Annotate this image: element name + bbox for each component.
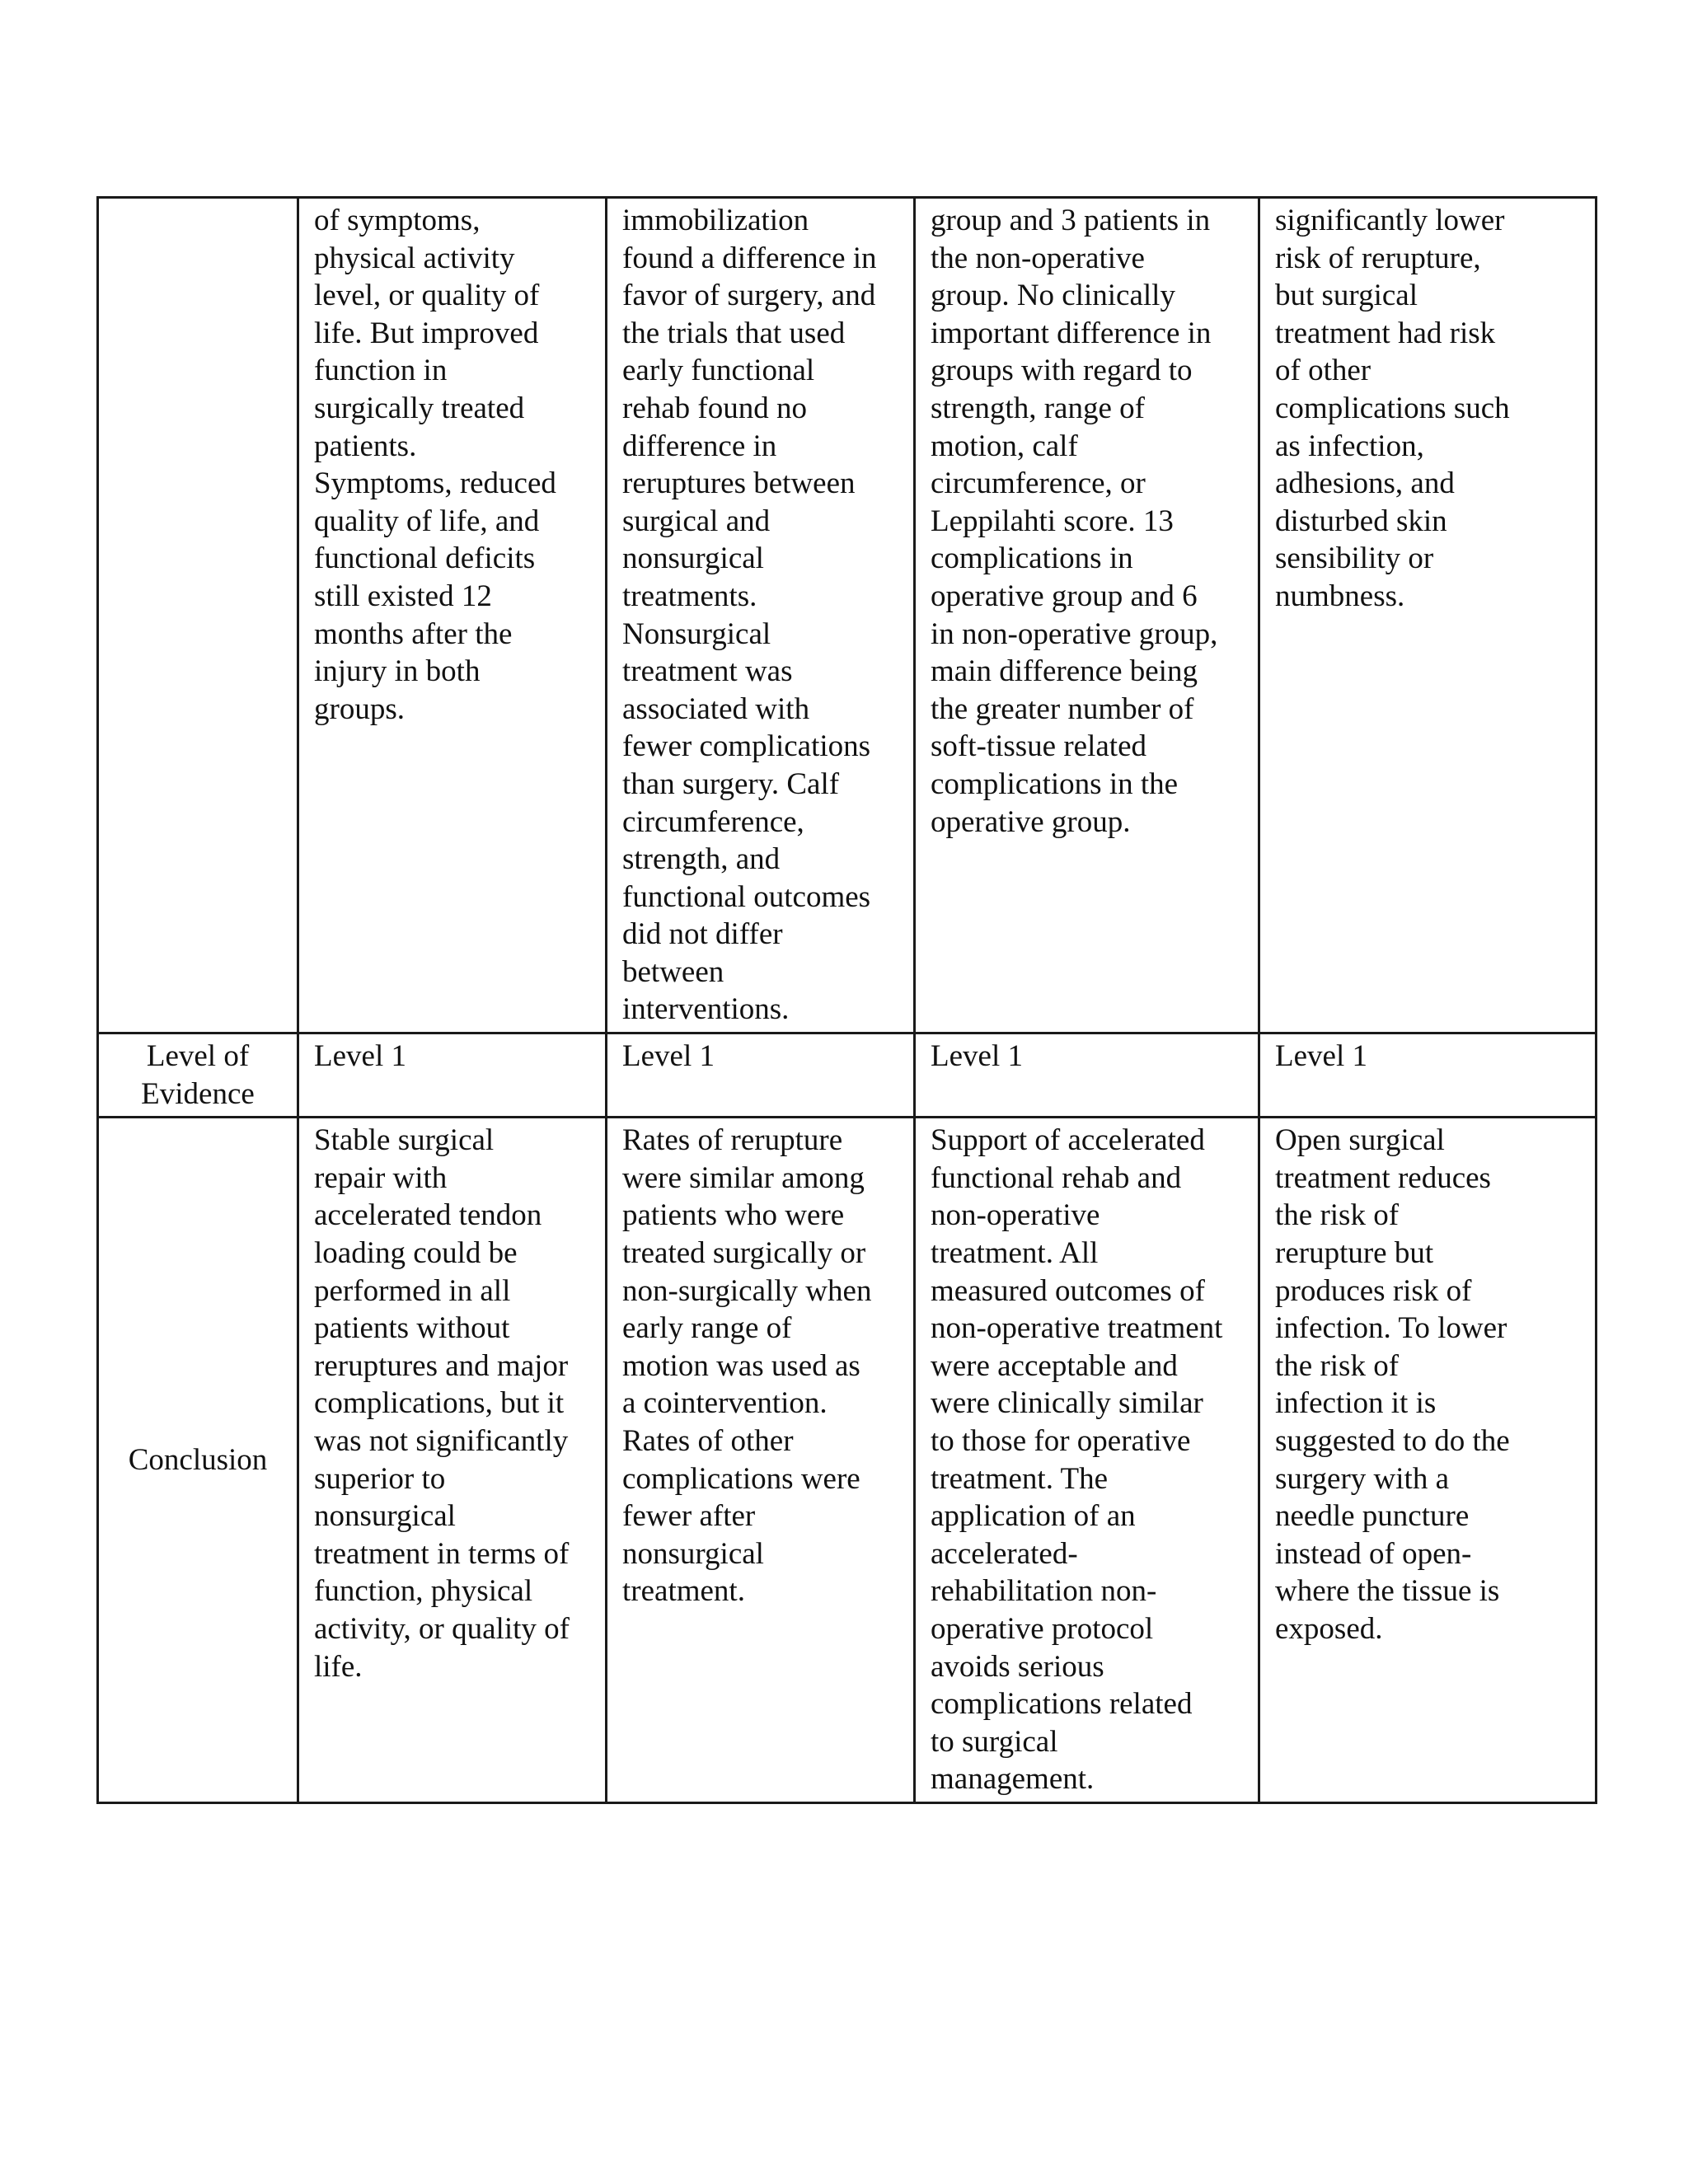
table-cell-study-1: Stable surgical repair with accelerated tendon loading could be performed in all patients without reruptures and major complications, but it was not significantly superior to nonsurgical treatment in terms of function, physical activity, or quality of life. (298, 1118, 607, 1803)
table-row-level-of-evidence (98, 1033, 1597, 1118)
table-row-conclusion (98, 1118, 1597, 1803)
table-cell-study-2: immobilization found a difference in favor of surgery, and the trials that used early functional rehab found no difference in reruptures between surgical and nonsurgical treatments. Nonsurgical treatment was associated with fewer complications than surgery. Calf circumference, strength, and functional outcomes did not differ between interventions. (607, 198, 915, 1033)
comparison-table (96, 196, 1597, 1804)
table-cell-study-2: Level 1 (607, 1033, 915, 1118)
table-row-results (98, 198, 1597, 1033)
table-cell-study-3: group and 3 patients in the non-operative group. No clinically important difference in groups with regard to strength, range of motion, calf circumference, or Leppilahti score. 13 complications in operative group and 6 in non-operative group, main difference being the greater number of soft-tissue related complications in the operative group. (915, 198, 1259, 1033)
table-cell-study-4: significantly lower risk of rerupture, but surgical treatment had risk of other complications such as infection, adhesions, and disturbed skin sensibility or numbness. (1259, 198, 1597, 1033)
row-label-level-of-evidence: Level of Evidence (98, 1033, 298, 1118)
table-cell-study-3: Level 1 (915, 1033, 1259, 1118)
table-cell-study-4: Level 1 (1259, 1033, 1597, 1118)
table-cell-study-1: of symptoms, physical activity level, or quality of life. But improved function in surgically treated patients. Symptoms, reduced quality of life, and functional deficits still existed 12 months after the injury in both groups. (298, 198, 607, 1033)
table-cell-study-4: Open surgical treatment reduces the risk of rerupture but produces risk of infection. To lower the risk of infection it is suggested to do the surgery with a needle puncture instead of open- where the tissue is exposed. (1259, 1118, 1597, 1803)
table-cell-study-1: Level 1 (298, 1033, 607, 1118)
table-cell-study-2: Rates of rerupture were similar among patients who were treated surgically or non-surgically when early range of motion was used as a cointervention. Rates of other complications were fewer after nonsurgical treatment. (607, 1118, 915, 1803)
row-label-conclusion: Conclusion (98, 1118, 298, 1803)
table-cell-study-3: Support of accelerated functional rehab and non-operative treatment. All measured outcomes of non-operative treatment were acceptable and were clinically similar to those for operative treatment. The application of an accelerated- rehabilitation non- operative protocol avoids serious complications related to surgical management. (915, 1118, 1259, 1803)
row-label-results (98, 198, 298, 1033)
